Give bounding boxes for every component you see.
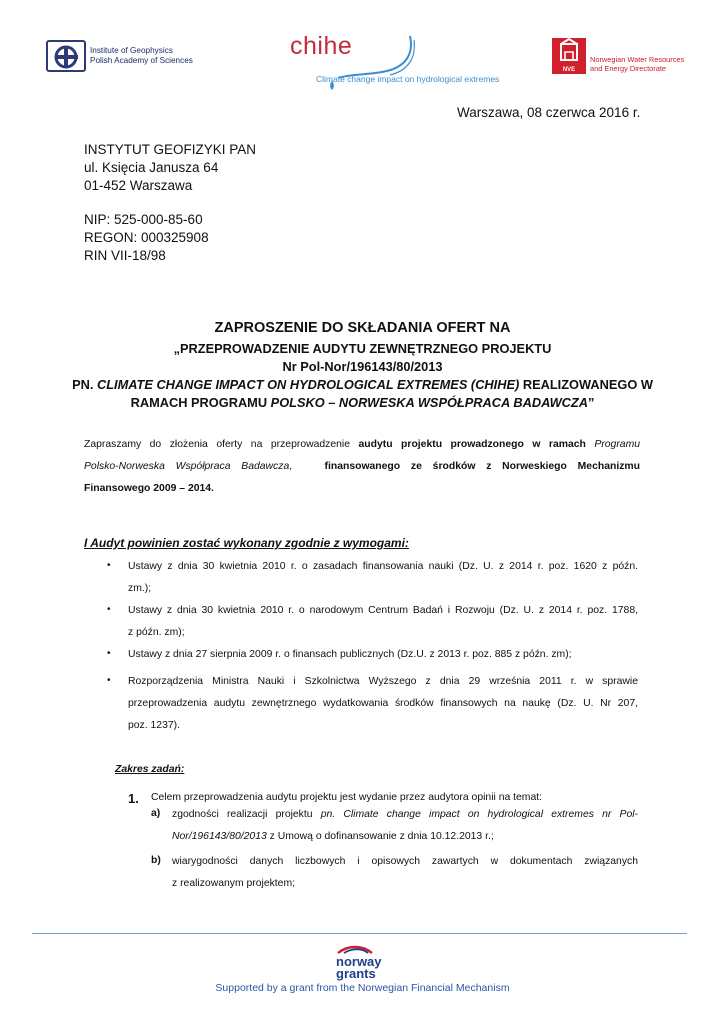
sub-label-b: b) <box>151 855 161 866</box>
scope-heading: Zakres zadań: <box>115 764 185 775</box>
nve-line1: Norwegian Water Resources <box>590 55 685 64</box>
list-item: Rozporządzenia Ministra Nauki i Szkolnictwa Wyższego z dnia 29 września 2011 r. w sprawie przeprowadzenia audytu zewnętrznego wydatkowania środków finansowych na naukę (Dz. U. Nr 207, poz. 1237). <box>128 676 638 731</box>
task-number: 1. <box>128 791 139 806</box>
nve-mark: NVE <box>562 67 576 73</box>
title-line5: RAMACH PROGRAMU POLSKO – NORWESKA WSPÓŁPRACA BADAWCZA” <box>130 395 595 410</box>
chihe-tagline: Climate change impact on hydrological extremes <box>316 74 500 84</box>
document-title: ZAPROSZENIE DO SKŁADANIA OFERT NA <box>214 320 511 336</box>
title-line3: Nr Pol-Nor/196143/80/2013 <box>282 359 443 374</box>
bullet-icon: • <box>107 604 111 615</box>
bullet-icon: • <box>107 560 111 571</box>
task-text: Celem przeprowadzenia audytu projektu jest wydanie przez audytora opinii na temat: <box>151 792 543 803</box>
title-line2: „PRZEPROWADZENIE AUDYTU ZEWNĘTRZNEGO PROJEKTU <box>173 341 552 356</box>
igf-emblem-icon <box>46 40 86 72</box>
igf-logo-line2: Polish Academy of Sciences <box>90 56 193 65</box>
bullet-icon: • <box>107 675 111 686</box>
sub-item-b: wiarygodności danych liczbowych i opisowych zawartych w dokumentach związanych z realizowanym projektem; <box>172 856 638 889</box>
rin: RIN VII-18/98 <box>84 248 166 263</box>
intro-paragraph: Zapraszamy do złożenia oferty na przeprowadzenie audytu projektu prowadzonego w ramach Programu Polsko-Norweska Współpraca Badawcza, finansowanego ze środków z Norweskiego Mechanizmu Finansowego 2009 – 2014. <box>84 439 641 494</box>
norway-line2: grants <box>336 966 376 981</box>
bullet-icon: • <box>107 648 111 659</box>
nve-line2: and Energy Directorate <box>590 64 666 73</box>
list-item: Ustawy z dnia 30 kwietnia 2010 r. o narodowym Centrum Badań i Rozwoju (Dz. U. z 2014 r. poz. 1788, z późn. zm); <box>128 605 638 638</box>
chihe-wordmark: chihe <box>290 32 353 60</box>
igf-logo-line1: Institute of Geophysics <box>90 46 173 55</box>
address-line2: ul. Księcia Janusza 64 <box>84 160 219 175</box>
sub-item-a: zgodności realizacji projektu pn. Climate change impact on hydrological extremes nr Pol- Nor/196143/80/2013 z Umową o dofinansowanie z dnia 10.12.2013 r.; <box>172 809 639 842</box>
norway-line1: norway <box>336 954 382 969</box>
letter-date: Warszawa, 08 czerwca 2016 r. <box>457 105 641 120</box>
footer-caption: Supported by a grant from the Norwegian Financial Mechanism <box>215 982 510 994</box>
title-line4: PN. CLIMATE CHANGE IMPACT ON HYDROLOGICAL EXTREMES (CHIHE) REALIZOWANEGO W <box>72 377 653 392</box>
nip: NIP: 525-000-85-60 <box>84 212 203 227</box>
address-line3: 01-452 Warszawa <box>84 178 193 193</box>
regon: REGON: 000325908 <box>84 230 209 245</box>
nve-crest-icon <box>552 38 586 74</box>
section-requirements-heading: I Audyt powinien zostać wykonany zgodnie z wymogami: <box>84 536 409 550</box>
footer-divider <box>32 933 687 934</box>
list-item: Ustawy z dnia 27 sierpnia 2009 r. o finansach publicznych (Dz.U. z 2013 r. poz. 885 z późn. zm); <box>128 649 572 660</box>
list-item: Ustawy z dnia 30 kwietnia 2010 r. o zasadach finansowania nauki (Dz. U. z 2014 r. poz. 1620 z późn. zm.); <box>128 561 638 594</box>
address-line1: INSTYTUT GEOFIZYKI PAN <box>84 142 257 157</box>
sub-label-a: a) <box>151 808 161 819</box>
